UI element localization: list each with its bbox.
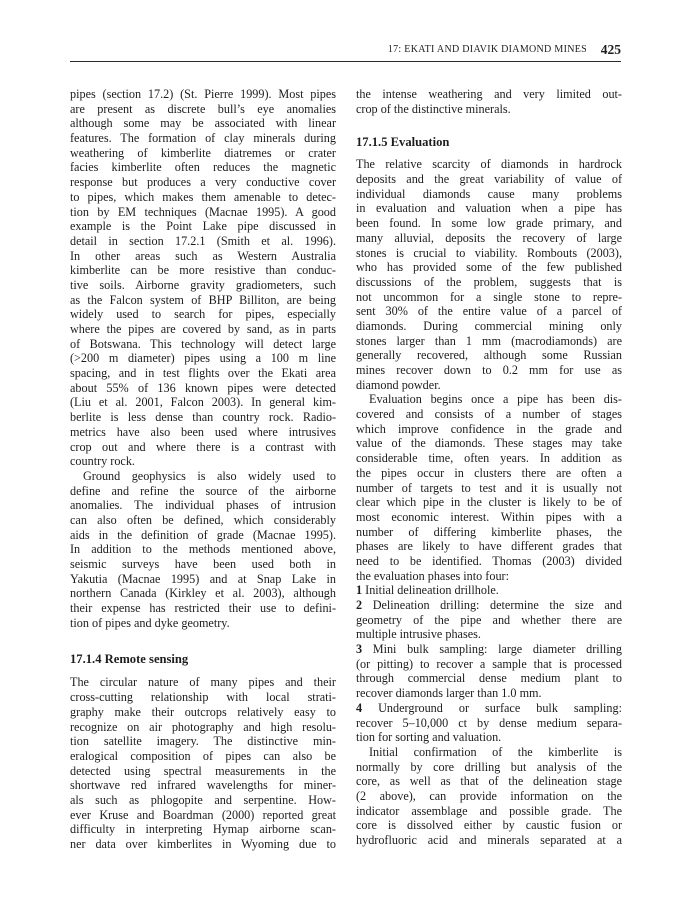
list-text: Delineation drilling: determine the size and [372, 598, 622, 612]
header-rule [70, 61, 621, 62]
text-line: The circular nature of many pipes and their [70, 675, 336, 690]
text-line: In addition to the methods mentioned above, [70, 542, 336, 557]
text-line: response but produces a very conductive cover [70, 175, 336, 190]
text-line: In other areas such as Western Australia [70, 248, 336, 263]
paragraph [356, 392, 622, 583]
text-line: through commercial dense medium plant to [356, 671, 622, 686]
text-line: metrics have also been used where intrusives [70, 424, 336, 439]
text-line: tion for sorting and valuation. [356, 730, 502, 745]
text-line: discussions of the problem, suggests that is [356, 274, 622, 289]
list-number: 1 [356, 583, 363, 598]
text-line: indicator assemblage and possible grade. The [356, 803, 622, 818]
text-line: The relative scarcity of diamonds in hardrock [356, 157, 622, 172]
paragraph [70, 87, 336, 469]
text-line: weathering of kimberlite diatremes or crater [70, 145, 336, 160]
text-line: about 55% of 136 known pipes were detected [70, 380, 336, 395]
text-line: phases are likely to have different grades that [356, 539, 622, 554]
text-line: ever Kruse and Boardman (2000) reported great [70, 807, 336, 822]
list-text: Mini bulk sampling: large diameter drilling [372, 642, 622, 657]
text-line: cross-cutting relationship with local strati- [70, 690, 336, 705]
text-line: need to be identified. Thomas (2003) divided [356, 553, 622, 568]
list-text: Initial delineation drillhole. [365, 583, 499, 598]
text-line: graphy make their outcrops relatively easy to [70, 704, 336, 719]
text-line: spacing, and in test flights over the Ekati area [70, 366, 336, 381]
list-item [356, 598, 622, 613]
text-line: recover diamonds larger than 1.0 mm. [356, 686, 542, 701]
text-line: diamonds. During commercial mining only [356, 318, 622, 333]
paragraph [356, 157, 622, 392]
text-line: who has provided some of the few published [356, 260, 622, 275]
text-line: most economic interest. Within pipes with a [356, 509, 622, 524]
text-line: tion satellite imagery. The distinctive min- [70, 734, 336, 749]
text-line: crop of the distinctive minerals. [356, 101, 511, 116]
text-line: covered and consists of a number of stages [356, 407, 622, 422]
text-line: of Botswana. This technology will detect large [70, 336, 336, 351]
running-head: 17: EKATI AND DIAVIK DIAMOND MINES [387, 44, 587, 55]
text-line: the pipes occur in clusters there are often a [356, 465, 622, 480]
list-text: Underground or surface bulk sampling: [378, 700, 622, 715]
paragraph [356, 87, 622, 116]
list-number: 3 [356, 642, 363, 657]
text-line: als such as phlogopite and serpentine. How- [70, 792, 336, 807]
text-line: although some may be associated with linear [70, 116, 336, 131]
text-line: widely used to search for pipes, especially [70, 307, 336, 322]
text-line: not uncommon for a single stone to repre- [356, 289, 622, 304]
text-line: stones larger than 1 mm (macrodiamonds) are [356, 333, 622, 348]
paragraph [70, 675, 336, 851]
paragraph [70, 469, 336, 631]
list-item [356, 642, 622, 657]
text-line: (2 above), can provide information on the [356, 788, 622, 803]
text-line: mines recover down to 0.2 mm for use as [356, 363, 622, 377]
text-line: core is dissolved either by caustic fusion or [356, 818, 622, 833]
text-line: generally recovered, although some Russian [356, 348, 622, 363]
text-line: the intense weathering and very limited out- [356, 87, 622, 101]
text-line: shortwave red infrared wavelengths for miner- [70, 778, 336, 793]
text-line: can also often be defined, which considerably [70, 512, 336, 527]
text-line: geometry of the pipe and whether there are [356, 612, 622, 627]
text-line: number of differing kimberlite phases, the [356, 524, 622, 539]
text-line: (or pitting) to recover a sample that is processed [356, 656, 622, 671]
text-line: individual diamonds cause many problems [356, 186, 622, 201]
text-line: their expense has restricted their use to defini- [70, 601, 336, 616]
text-line: in evaluation and valuation when a pipe has [356, 201, 622, 216]
text-line: recognize on air photography and high resolu- [70, 719, 336, 734]
list-item [356, 583, 622, 598]
text-line: northern Canada (Kirkley et al. 2003), although [70, 586, 336, 601]
text-line: difficulty in interpreting Hymap airborne scan- [70, 822, 336, 837]
text-line: tion of pipes and dyke geometry. [70, 615, 230, 630]
right-column [356, 87, 622, 848]
text-line: deposits and the great variability of value of [356, 172, 622, 187]
list-item [356, 701, 622, 716]
text-line: detail in section 17.2.1 (Smith et al. 1996). [70, 233, 336, 248]
page-header [70, 42, 621, 60]
text-line: anomalies. The individual phases of intrusion [70, 498, 336, 513]
text-line: value of the diamonds. These stages may take [356, 436, 622, 451]
text-line: kimberlite can be more resistive than conduc- [70, 263, 336, 278]
text-line: tive soils. Airborne gravity gradiometers, such [70, 277, 336, 292]
text-line: where the pipes are covered by sand, as in parts [70, 322, 336, 336]
page-number: 425 [600, 42, 621, 57]
text-line: are present as discrete bull’s eye anomalies [70, 101, 336, 116]
text-line: as the Falcon system of BHP Billiton, are being [70, 292, 336, 307]
text-line: which improve confidence in the grade and [356, 421, 622, 436]
text-line: diamond powder. [356, 377, 441, 392]
text-line: stones is crucial to viability. Rombouts (2003), [356, 245, 622, 260]
text-line: aids in the definition of grade (Macnae 1995). [70, 527, 336, 542]
text-line: Ground geophysics is also widely used to [83, 468, 336, 483]
text-line: hydrofluoric acid and minerals separated at a [356, 833, 622, 847]
text-line: define and refine the source of the airborne [70, 483, 336, 498]
text-line: sent 30% of the entire value of a parcel of [356, 304, 622, 319]
text-line: facies kimberlite often reduces the magnetic [70, 160, 336, 175]
list-number: 2 [356, 598, 363, 612]
text-line: berlite is less dense than country rock. Radio- [70, 410, 336, 425]
text-line: core, as well as that of the delineation stage [356, 774, 622, 789]
section-heading: 17.1.5 Evaluation [356, 135, 450, 150]
text-line: pipes (section 17.2) (St. Pierre 1999). Most pipes [70, 87, 336, 101]
text-line: (>200 m diameter) pipes using a 100 m line [70, 351, 336, 366]
text-line: recover 5–10,000 ct by dense medium separa- [356, 715, 622, 730]
text-line: tion by EM techniques (Macnae 1995). A good [70, 204, 336, 219]
text-line: clear which pipe in the cluster is likely to be of [356, 495, 622, 510]
text-line: multiple intrusive phases. [356, 627, 481, 642]
text-line: seismic surveys have been used both in [70, 557, 336, 571]
text-line: (Liu et al. 2001, Falcon 2003). In general kim- [70, 395, 336, 410]
list-number: 4 [356, 700, 363, 715]
numbered-list [356, 583, 622, 745]
text-line: country rock. [70, 454, 135, 469]
text-line: the evaluation phases into four: [356, 568, 509, 583]
text-line: been found. In some low grade primary, and [356, 216, 622, 231]
text-line: eralogical composition of pipes can also be [70, 748, 336, 763]
text-line: detected using spectral measurements in the [70, 763, 336, 778]
text-line: example is the Point Lake pipe discussed in [70, 219, 336, 234]
text-line: crop out and where there is a contrast with [70, 439, 336, 454]
text-line: to pipes, which makes them amenable to detec- [70, 189, 336, 204]
text-line: number of targets to test and it is usually not [356, 480, 622, 495]
text-line: features. The formation of clay minerals during [70, 131, 336, 146]
text-line: Evaluation begins once a pipe has been dis- [369, 392, 622, 407]
text-line: Yakutia (Macnae 1995) and at Snap Lake in [70, 571, 336, 586]
text-line: ner data over kimberlites in Wyoming due to [70, 837, 336, 851]
left-column [70, 87, 336, 852]
text-line: Initial confirmation of the kimberlite is [369, 744, 622, 759]
section-heading: 17.1.4 Remote sensing [70, 652, 189, 667]
text-line: normally by core drilling but analysis of the [356, 759, 622, 774]
text-line: many alluvial, deposits the recovery of large [356, 230, 622, 245]
text-line: considerable time, often years. In addition as [356, 451, 622, 466]
paragraph [356, 745, 622, 848]
